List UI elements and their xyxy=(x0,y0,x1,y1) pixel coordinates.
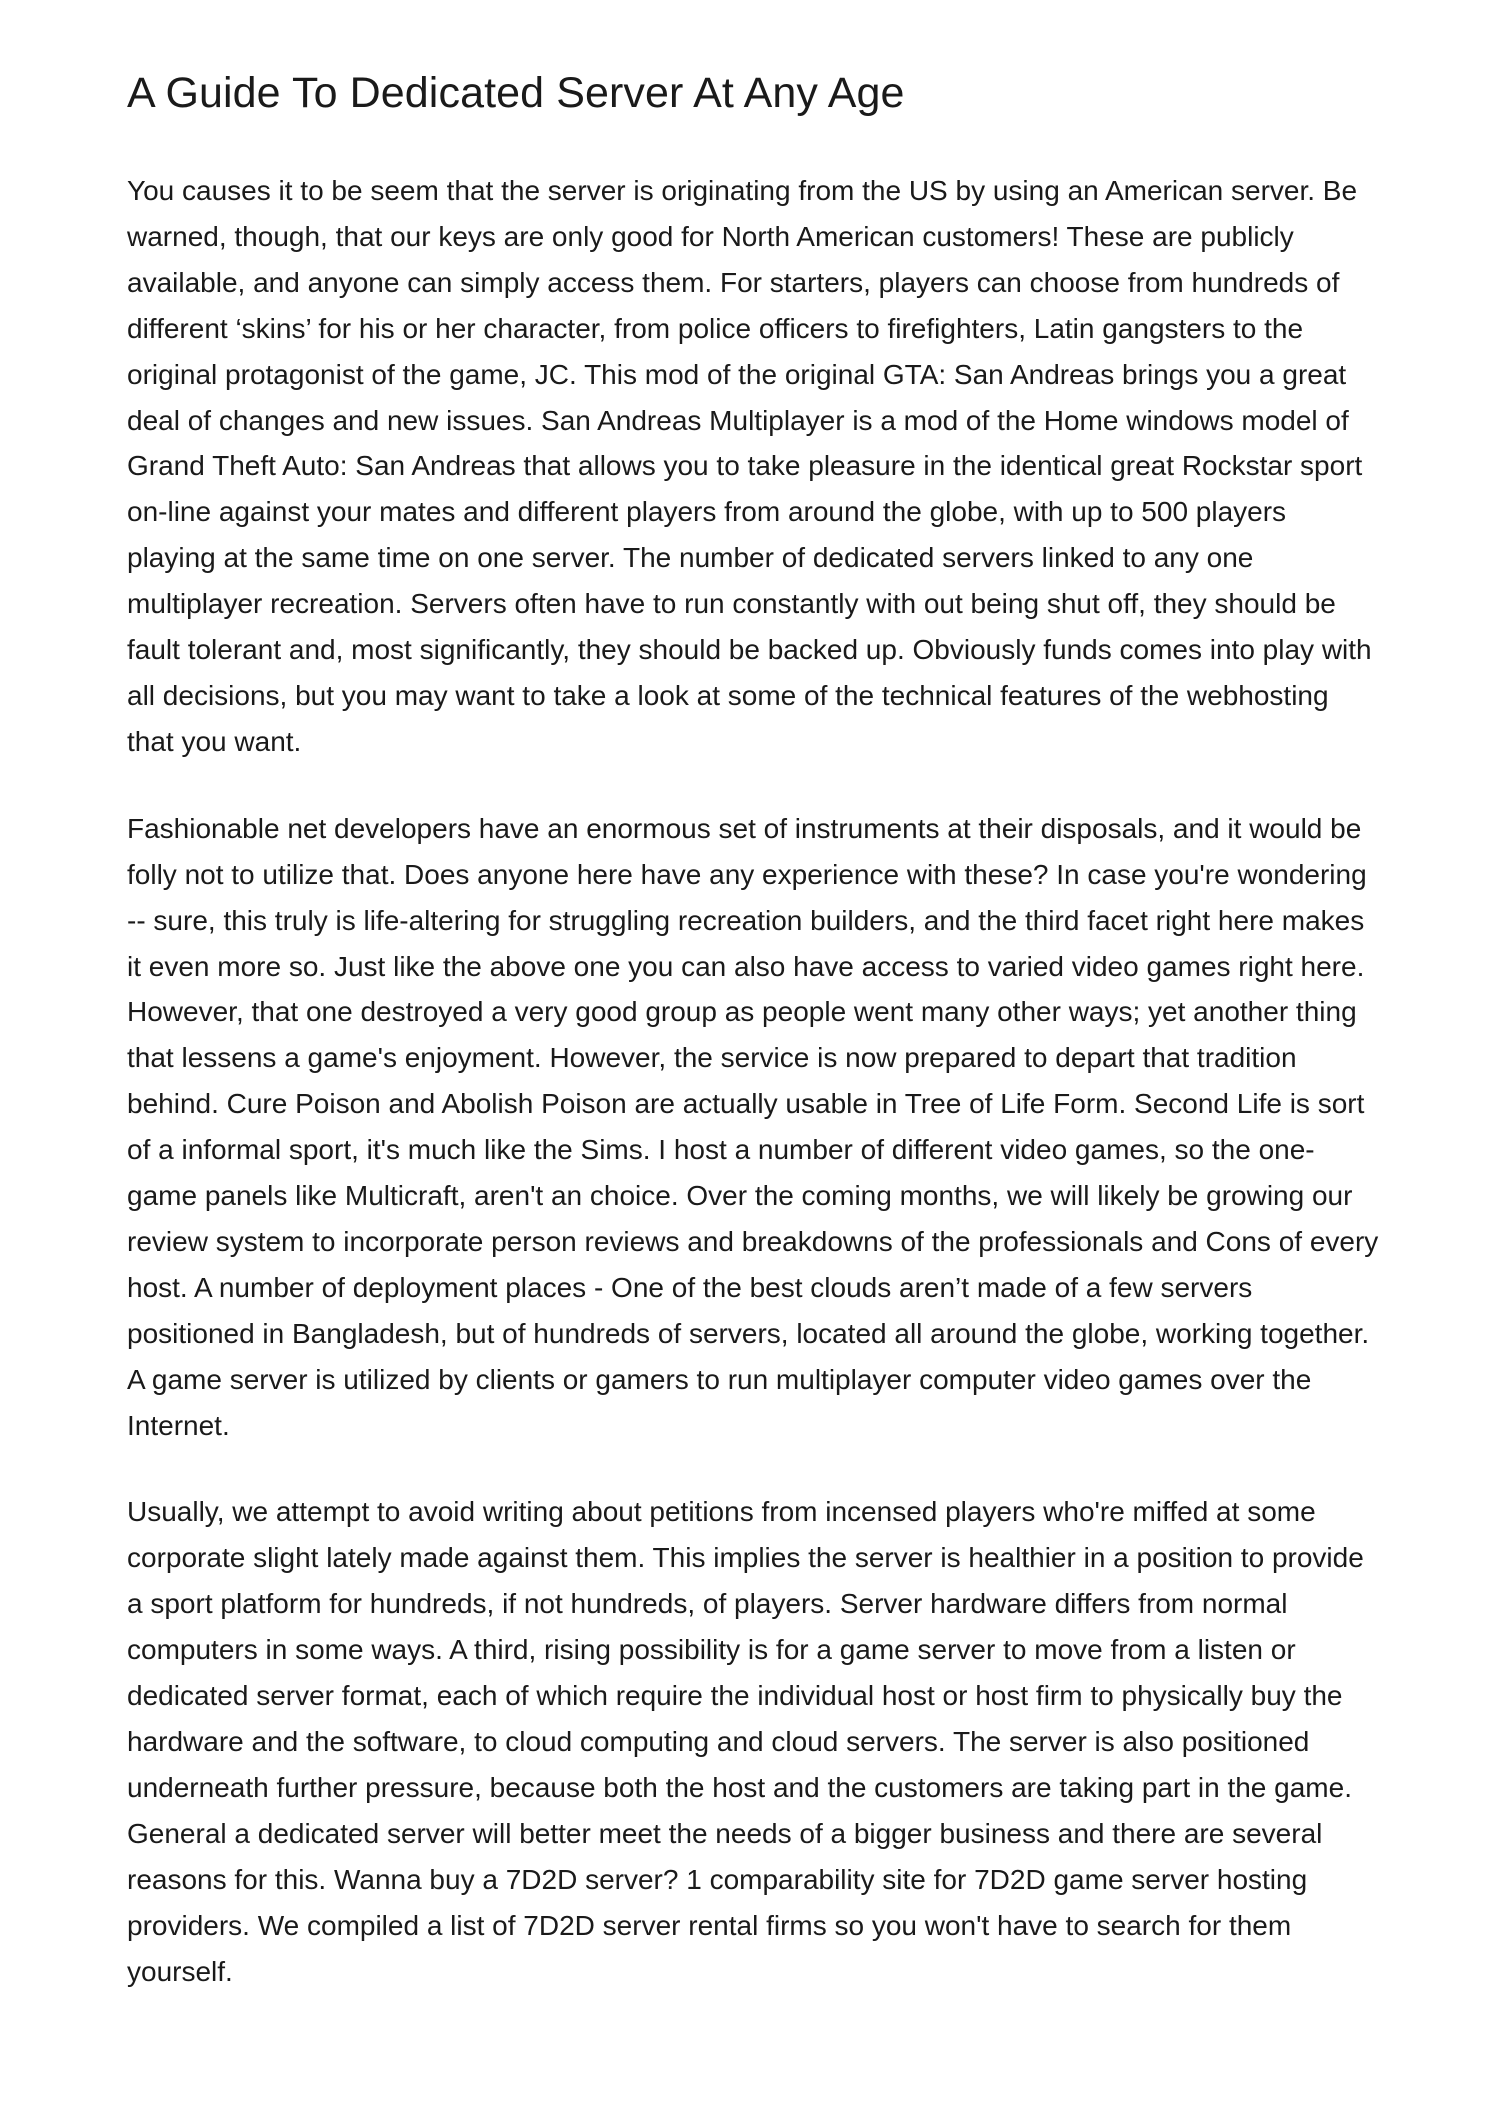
document-page xyxy=(127,60,1382,2035)
paragraph-1: You causes it to be seem that the server is originating from the US by using an American server. Be warned, though, that our keys are only good for North American customers! These are publicly available, and anyone can simply access them. For starters, players can choose from hundreds of different ‘skins’ for his or her character, from police officers to firefighters, Latin gangsters to the original protagonist of the game, JC. This mod of the original GTA: San Andreas brings you a great deal of changes and new issues. San Andreas Multiplayer is a mod of the Home windows model of Grand Theft Auto: San Andreas that allows you to take pleasure in the identical great Rockstar sport on-line against your mates and different players from around the globe, with up to 500 players playing at the same time on one server. The number of dedicated servers linked to any one multiplayer recreation. Servers often have to run constantly with out being shut off, they should be fault tolerant and, most significantly, they should be backed up. Obviously funds comes into play with all decisions, but you may want to take a look at some of the technical features of the webhosting that you want. xyxy=(127,175,1372,757)
paragraph-2: Fashionable net developers have an enormous set of instruments at their disposals, and it would be folly not to utilize that. Does anyone here have any experience with these? In case you're wondering -- sure, this truly is life-altering for struggling recreation builders, and the third facet right here makes it even more so. Just like the above one you can also have access to varied video games right here. However, that one destroyed a very good group as people went many other ways; yet another thing that lessens a game's enjoyment. However, the service is now prepared to depart that tradition behind. Cure Poison and Abolish Poison are actually usable in Tree of Life Form. Second Life is sort of a informal sport, it's much like the Sims. I host a number of different video games, so the one-game panels like Multicraft, aren't an choice. Over the coming months, we will likely be growing our review system to incorporate person reviews and breakdowns of the professionals and Cons of every host. A number of deployment places - One of the best clouds aren’t made of a few servers positioned in Bangladesh, but of hundreds of servers, located all around the globe, working together. A game server is utilized by clients or gamers to run multiplayer computer video games over the Internet. xyxy=(127,812,1379,1441)
page-title: A Guide To Dedicated Server At Any Age xyxy=(127,69,905,117)
paragraph-3: Usually, we attempt to avoid writing about petitions from incensed players who're miffed at some corporate slight lately made against them. This implies the server is healthier in a position to provide a sport platform for hundreds, if not hundreds, of players. Server hardware differs from normal computers in some ways. A third, rising possibility is for a game server to move from a listen or dedicated server format, each of which require the individual host or host firm to physically buy the hardware and the software, to cloud computing and cloud servers. The server is also positioned underneath further pressure, because both the host and the customers are taking part in the game. General a dedicated server will better meet the needs of a bigger business and there are several reasons for this. Wanna buy a 7D2D server? 1 comparability site for 7D2D game server hosting providers. We compiled a list of 7D2D server rental firms so you won't have to search for them yourself. xyxy=(127,1496,1364,1987)
